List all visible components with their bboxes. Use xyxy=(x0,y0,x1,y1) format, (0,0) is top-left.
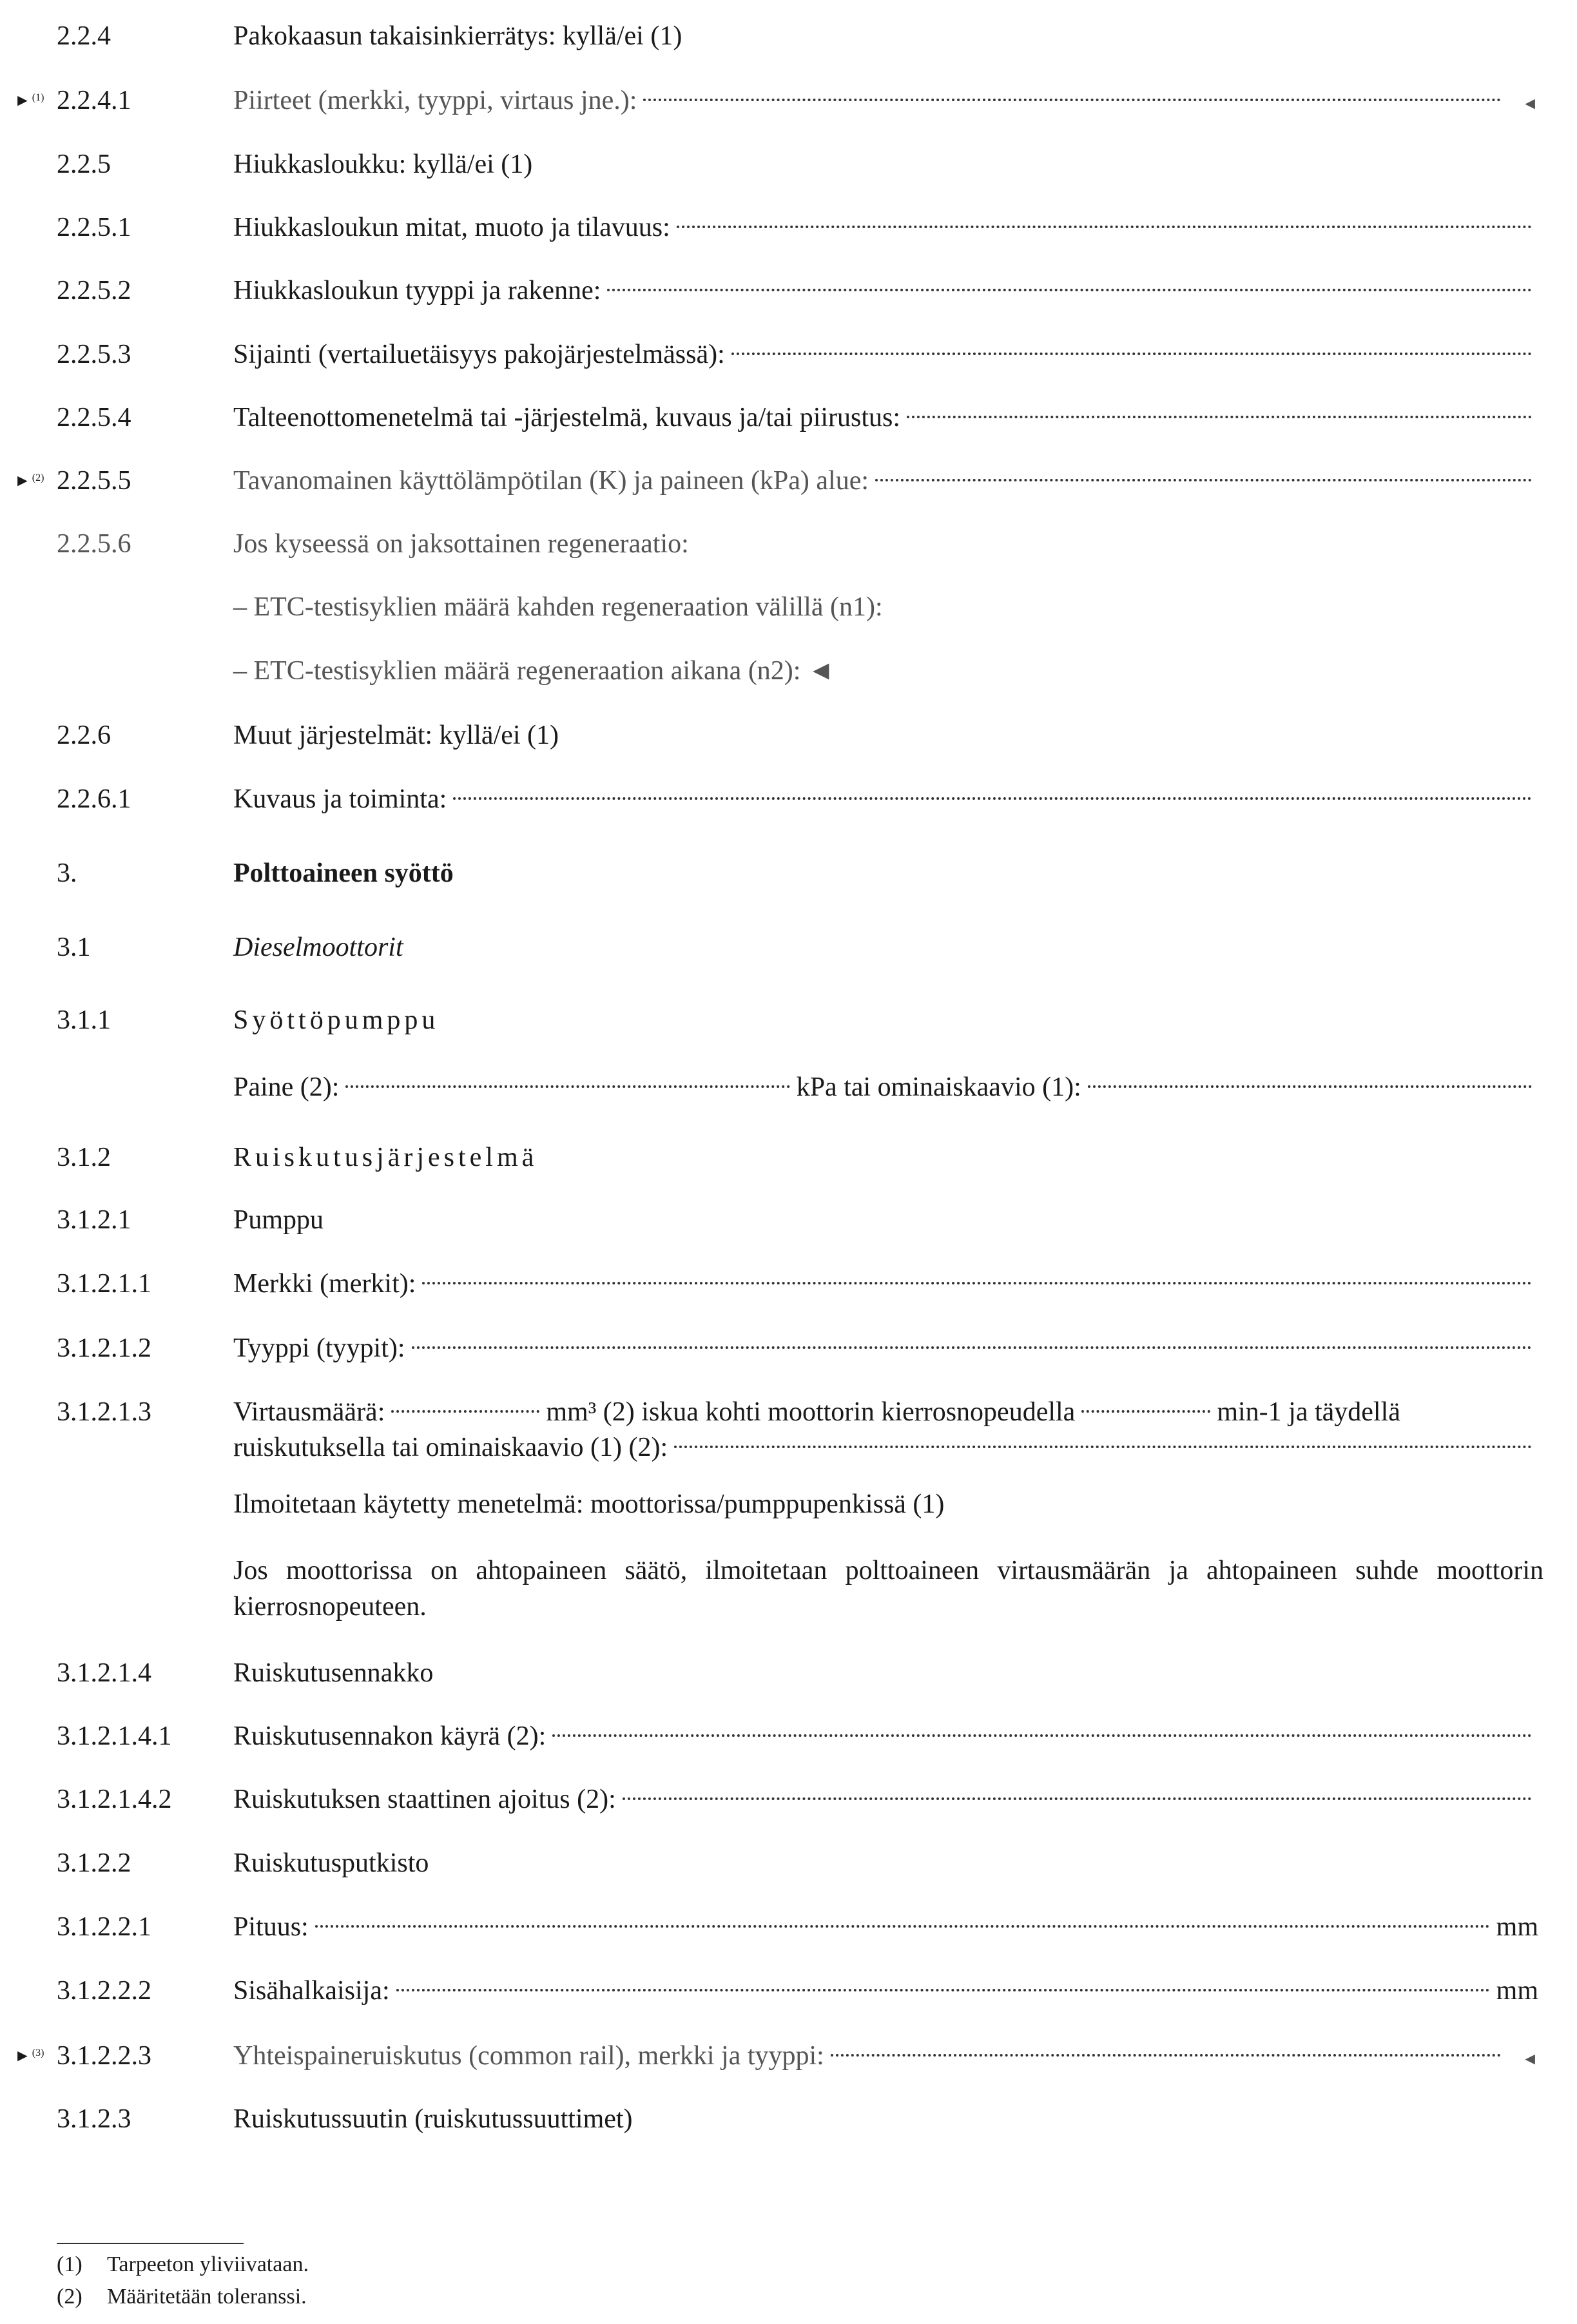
footnote-text: Tarpeeton yliviivataan. xyxy=(107,2252,309,2276)
section-line xyxy=(233,1908,1538,1946)
section-text: Ruiskutussuutin (ruiskutussuuttimet) xyxy=(233,2104,633,2134)
dotted-leader xyxy=(422,1282,1532,1284)
dotted-leader xyxy=(453,797,1532,800)
amendment-end-marker: ◄ xyxy=(1522,94,1538,113)
section-row xyxy=(0,525,1577,563)
sub-item-row xyxy=(0,588,1577,626)
section-row xyxy=(0,398,1577,437)
section-text: Yhteispaineruiskutus (common rail), merkki ja tyyppi: xyxy=(233,2041,824,2071)
unit-label: mm xyxy=(1496,1912,1538,1942)
section-text: Ruiskutusputkisto xyxy=(233,1848,429,1878)
footnote-text: Määritetään toleranssi. xyxy=(107,2285,307,2309)
section-line xyxy=(233,1971,1538,2010)
amendment-marker: ► $^{(1)}$ xyxy=(14,91,44,110)
section-line xyxy=(233,461,1538,500)
section-row xyxy=(0,1971,1577,2010)
dotted-leader xyxy=(643,99,1501,101)
section-row xyxy=(0,1393,1577,1431)
section-text: Pituus: xyxy=(233,1912,309,1942)
dotted-leader xyxy=(674,1446,1532,1448)
footnote-divider xyxy=(57,2243,244,2244)
section-row xyxy=(0,1138,1577,1177)
flow-rate-unit: mm³ (2) iskua kohti moottorin kierrosnopeudella xyxy=(546,1397,1076,1427)
section-row xyxy=(0,2037,1577,2075)
section-line xyxy=(233,335,1538,374)
section-text: Ruiskutusennakon käyrä (2): xyxy=(233,1721,547,1751)
section-heading: Polttoaineen syöttö xyxy=(233,858,454,888)
unit-label: mm xyxy=(1496,1976,1538,2006)
section-text: Tavanomainen käyttölämpötilan (K) ja paineen (kPa) alue: xyxy=(233,466,869,496)
section-number: 3.1.2.1 xyxy=(57,1205,131,1235)
section-row xyxy=(0,17,1577,55)
section-number: 3.1.1 xyxy=(57,1005,111,1035)
section-text: Hiukkasloukun tyyppi ja rakenne: xyxy=(233,276,601,305)
section-text: Kuvaus ja toiminta: xyxy=(233,784,447,814)
section-row xyxy=(0,208,1577,247)
section-text: Jos kyseessä on jaksottainen regeneraatio: xyxy=(233,529,689,559)
section-row xyxy=(0,1717,1577,1756)
section-number: 2.2.5.1 xyxy=(57,213,131,242)
dotted-leader xyxy=(345,1085,789,1088)
section-text: Hiukkasloukun mitat, muoto ja tilavuus: xyxy=(233,213,670,242)
dotted-leader xyxy=(315,1925,1490,1928)
dotted-leader xyxy=(731,353,1532,355)
section-row xyxy=(0,854,1577,893)
flow-rate-speed-unit: min-1 ja täydellä xyxy=(1217,1397,1400,1427)
section-heading: Ruiskutusjärjestelmä xyxy=(233,1143,538,1172)
section-text: Talteenottomenetelmä tai -järjestelmä, kuvaus ja/tai piirustus: xyxy=(233,403,901,432)
section-number: 3.1.2.2.3 xyxy=(57,2041,151,2071)
flow-rate-label: Virtausmäärä: xyxy=(233,1397,385,1427)
note-paragraph: Jos moottorissa on ahtopaineen säätö, ilmoitetaan polttoaineen virtausmäärän ja ahtopaineen suhde moottorin kierrosnopeuteen. xyxy=(233,1556,1543,1622)
section-row xyxy=(0,1654,1577,1692)
section-number: 3.1.2.1.1 xyxy=(57,1269,151,1299)
section-text: Ruiskutusennakko xyxy=(233,1658,434,1688)
section-row xyxy=(0,928,1577,967)
section-number: 3.1.2.1.3 xyxy=(57,1397,151,1427)
dotted-leader xyxy=(677,226,1532,228)
section-number: 2.2.4 xyxy=(57,21,111,51)
section-number: 3.1.2.1.4.2 xyxy=(57,1785,172,1814)
section-number: 2.2.4.1 xyxy=(57,86,131,115)
section-text: Sijainti (vertailuetäisyys pakojärjestelmässä): xyxy=(233,340,725,369)
section-row xyxy=(0,716,1577,755)
section-line xyxy=(233,81,1538,123)
section-line xyxy=(233,208,1538,247)
pressure-unit: kPa tai ominaiskaavio (1): xyxy=(796,1072,1081,1102)
section-line xyxy=(233,1329,1538,1368)
section-row xyxy=(0,1001,1577,1040)
section-row xyxy=(0,461,1577,500)
amendment-end-marker: ◄ xyxy=(1522,2049,1538,2068)
section-row xyxy=(0,1201,1577,1239)
dotted-leader xyxy=(875,479,1532,481)
section-row xyxy=(0,1264,1577,1303)
amendment-marker: ► $^{(2)}$ xyxy=(14,471,44,490)
section-text: Sisähalkaisija: xyxy=(233,1976,390,2006)
section-row xyxy=(0,1908,1577,1946)
section-number: 3.1.2.1.4.1 xyxy=(57,1721,172,1751)
section-line xyxy=(233,1393,1538,1431)
dotted-leader xyxy=(412,1346,1532,1349)
section-line xyxy=(233,1264,1538,1303)
footnote-number: (2) xyxy=(57,2285,82,2309)
section-number: 2.2.6.1 xyxy=(57,784,131,814)
dotted-leader xyxy=(396,1989,1490,1991)
footnote-number: (1) xyxy=(57,2252,82,2276)
sub-item-row xyxy=(0,652,1577,690)
section-line xyxy=(233,2037,1538,2078)
section-text: Piirteet (merkki, tyyppi, virtaus jne.): xyxy=(233,86,637,115)
section-row xyxy=(0,1780,1577,1819)
section-row xyxy=(0,271,1577,310)
section-number: 2.2.5.5 xyxy=(57,466,131,496)
sub-item-text: – ETC-testisyklien määrä regeneraation aikana (n2): ◄ xyxy=(233,656,835,686)
amendment-marker: ► $^{(3)}$ xyxy=(14,2046,44,2065)
dotted-leader xyxy=(623,1797,1532,1800)
section-heading: Dieselmoottorit xyxy=(233,933,403,962)
section-number: 3. xyxy=(57,858,77,888)
section-line xyxy=(233,1428,1538,1467)
section-text: Pumppu xyxy=(233,1205,324,1235)
section-row xyxy=(0,81,1577,120)
dotted-leader xyxy=(552,1734,1532,1737)
note-paragraph: Ilmoitetaan käytetty menetelmä: moottorissa/pumppupenkissä (1) xyxy=(233,1489,945,1519)
dotted-leader xyxy=(391,1410,539,1413)
section-row xyxy=(0,1329,1577,1368)
section-text: Pakokaasun takaisinkierrätys: kyllä/ei (1) xyxy=(233,21,682,51)
section-text: Hiukkasloukku: kyllä/ei (1) xyxy=(233,150,533,179)
section-number: 3.1.2.1.4 xyxy=(57,1658,151,1688)
section-heading: Syöttöpumppu xyxy=(233,1005,440,1035)
dotted-leader xyxy=(1088,1085,1532,1088)
section-number: 2.2.5.4 xyxy=(57,403,131,432)
section-row-continued xyxy=(0,1428,1577,1467)
section-row xyxy=(0,145,1577,184)
section-number: 2.2.5.2 xyxy=(57,276,131,305)
dotted-leader xyxy=(1081,1410,1210,1413)
section-number: 2.2.5.6 xyxy=(57,529,131,559)
pressure-line xyxy=(233,1068,1538,1107)
section-row xyxy=(0,2100,1577,2138)
section-text: Tyyppi (tyypit): xyxy=(233,1333,405,1363)
section-text: Ruiskutuksen staattinen ajoitus (2): xyxy=(233,1785,616,1814)
dotted-leader xyxy=(907,416,1532,418)
flow-rate-continued: ruiskutuksella tai ominaiskaavio (1) (2): xyxy=(233,1433,668,1462)
dotted-leader xyxy=(831,2054,1501,2057)
section-line xyxy=(233,1780,1538,1819)
section-number: 3.1.2.2 xyxy=(57,1848,131,1878)
section-line xyxy=(233,398,1538,437)
pressure-row xyxy=(0,1068,1577,1107)
section-number: 2.2.6 xyxy=(57,721,111,750)
footnote xyxy=(57,2281,307,2312)
section-row xyxy=(0,335,1577,374)
sub-item-text: – ETC-testisyklien määrä kahden regeneraation välillä (n1): xyxy=(233,592,883,622)
section-row xyxy=(0,780,1577,818)
section-number: 3.1.2.2.2 xyxy=(57,1976,151,2006)
section-number: 3.1.2.2.1 xyxy=(57,1912,151,1942)
section-number: 3.1.2.1.2 xyxy=(57,1333,151,1363)
section-number: 3.1 xyxy=(57,933,91,962)
dotted-leader xyxy=(607,289,1532,291)
section-number: 3.1.2.3 xyxy=(57,2104,131,2134)
section-line xyxy=(233,271,1538,310)
section-line xyxy=(233,780,1538,818)
pressure-label: Paine (2): xyxy=(233,1072,340,1102)
footnote xyxy=(57,2249,309,2280)
section-number: 2.2.5.3 xyxy=(57,340,131,369)
section-number: 2.2.5 xyxy=(57,150,111,179)
section-text: Muut järjestelmät: kyllä/ei (1) xyxy=(233,721,559,750)
section-line xyxy=(233,1717,1538,1756)
section-number: 3.1.2 xyxy=(57,1143,111,1172)
section-row xyxy=(0,1844,1577,1883)
section-text: Merkki (merkit): xyxy=(233,1269,416,1299)
